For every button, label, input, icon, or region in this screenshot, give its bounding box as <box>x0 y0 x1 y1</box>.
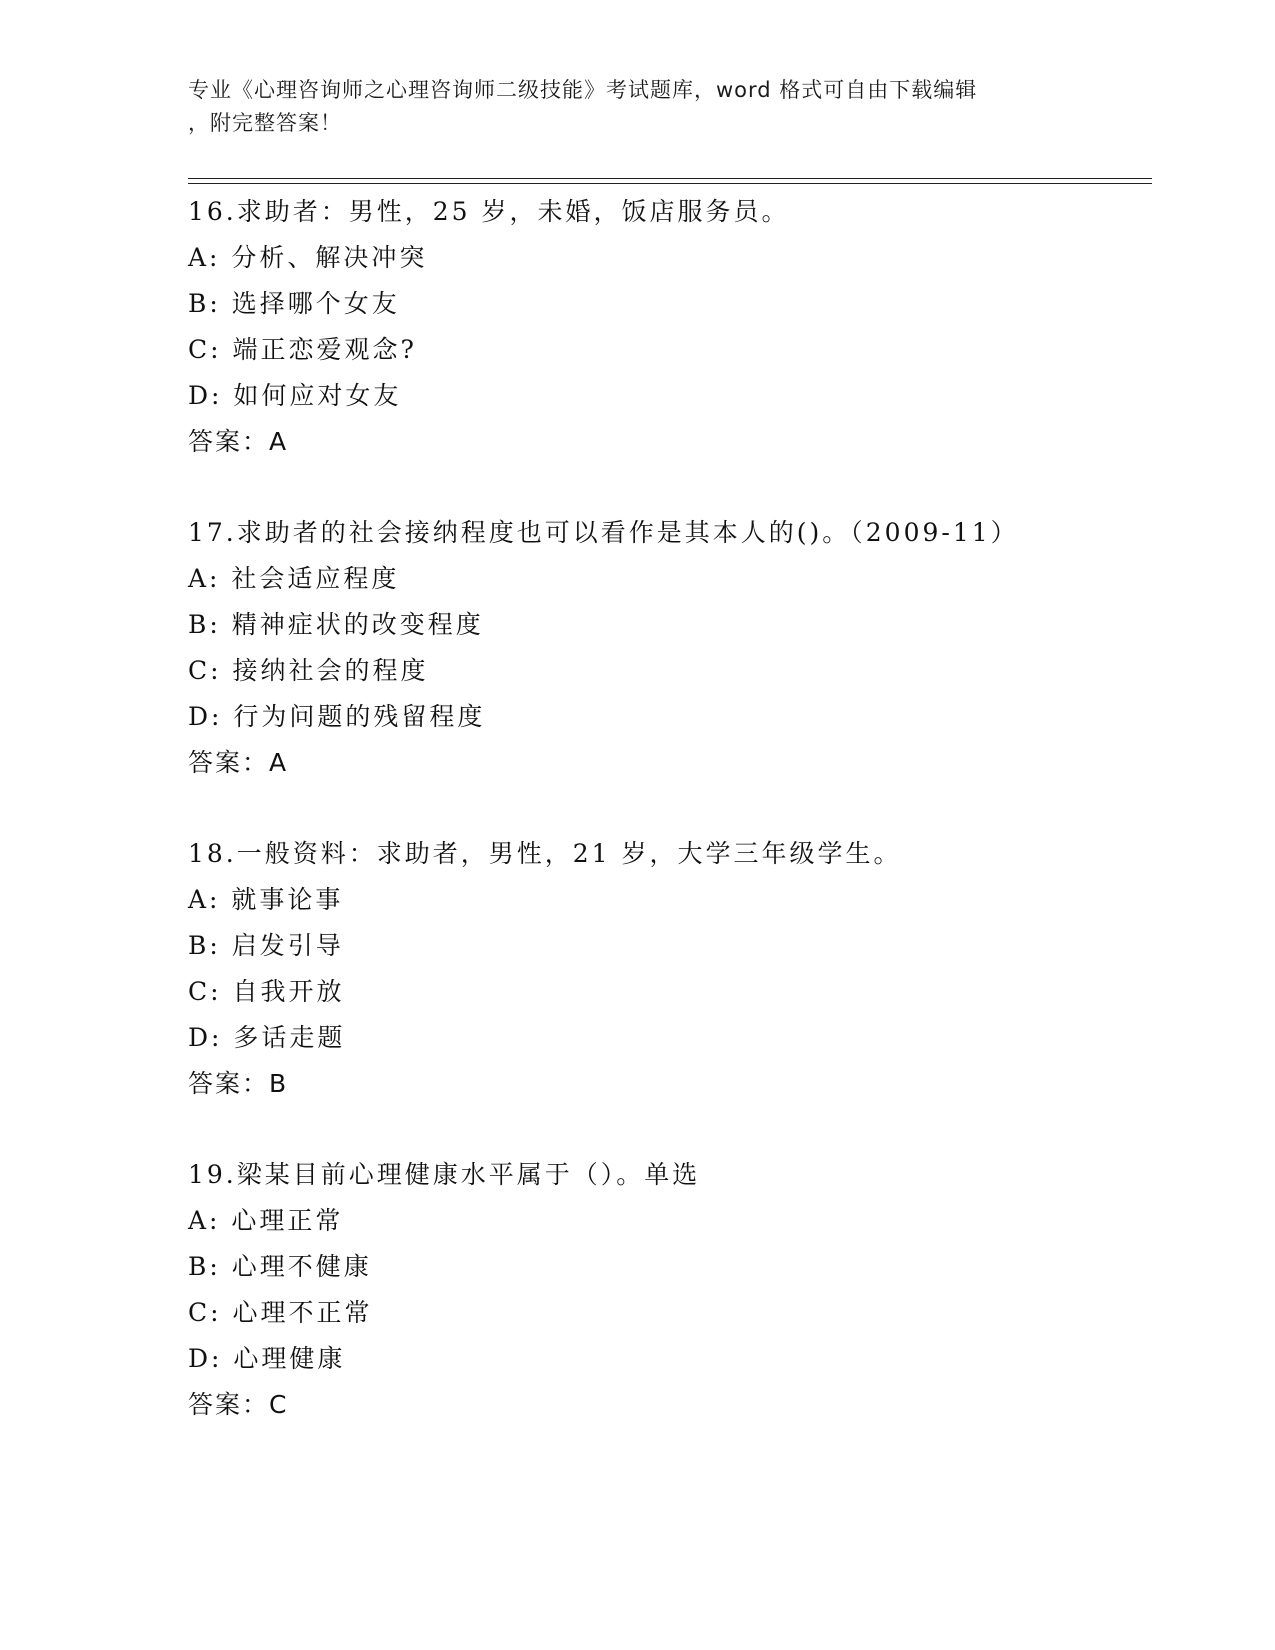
question-stem: 17.求助者的社会接纳程度也可以看作是其本人的()。（2009-11） <box>188 518 1019 547</box>
option-d: D: 如何应对女友 <box>188 381 402 410</box>
header-line-1: 专业《心理咨询师之心理咨询师二级技能》考试题库，word 格式可自由下载编辑 <box>188 78 978 102</box>
option-d: D: 行为问题的残留程度 <box>188 702 486 731</box>
option-d: D: 多话走题 <box>188 1023 346 1052</box>
header-divider-bottom <box>188 183 1152 184</box>
question-list <box>188 189 1152 1473</box>
answer-line: 答案：A <box>188 748 289 777</box>
option-c: C: 接纳社会的程度 <box>188 656 429 685</box>
option-d: D: 心理健康 <box>188 1344 346 1373</box>
question-stem: 16.求助者：男性，25 岁，未婚，饭店服务员。 <box>188 197 790 226</box>
question-17 <box>188 510 1152 831</box>
answer-line: 答案：B <box>188 1069 289 1098</box>
option-c: C: 端正恋爱观念? <box>188 335 417 364</box>
document-header <box>188 74 1088 140</box>
option-b: B: 启发引导 <box>188 931 344 960</box>
option-a: A: 社会适应程度 <box>188 564 400 593</box>
option-a: A: 分析、解决冲突 <box>188 243 428 272</box>
question-18 <box>188 831 1152 1152</box>
question-stem: 18.一般资料：求助者，男性，21 岁，大学三年级学生。 <box>188 839 902 868</box>
question-19 <box>188 1152 1152 1473</box>
option-a: A: 就事论事 <box>188 885 344 914</box>
option-c: C: 心理不正常 <box>188 1298 373 1327</box>
header-line-2: ，附完整答案！ <box>188 111 342 135</box>
option-b: B: 选择哪个女友 <box>188 289 400 318</box>
header-divider-top <box>188 178 1152 179</box>
question-16 <box>188 189 1152 510</box>
option-a: A: 心理正常 <box>188 1206 344 1235</box>
answer-line: 答案：C <box>188 1390 289 1419</box>
option-c: C: 自我开放 <box>188 977 345 1006</box>
option-b: B: 心理不健康 <box>188 1252 372 1281</box>
option-b: B: 精神症状的改变程度 <box>188 610 484 639</box>
question-stem: 19.梁某目前心理健康水平属于（）。单选 <box>188 1160 701 1189</box>
answer-line: 答案：A <box>188 427 289 456</box>
